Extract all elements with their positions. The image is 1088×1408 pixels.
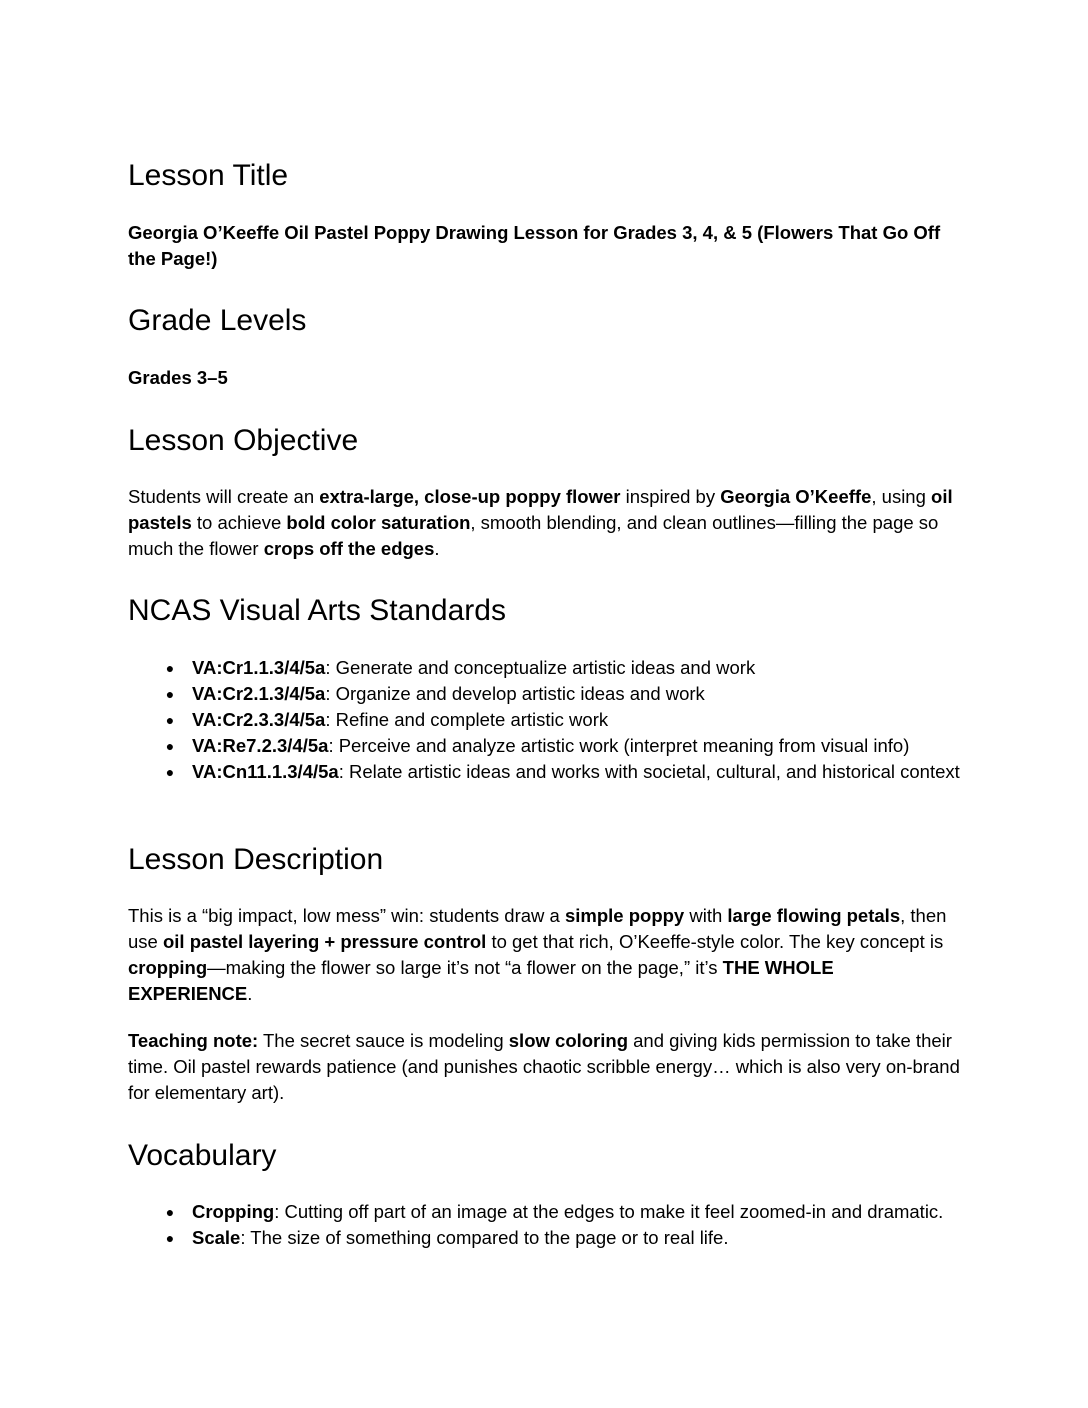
list-item bbox=[128, 655, 960, 681]
text-segment: with bbox=[684, 905, 728, 926]
list-item-term: Cropping bbox=[192, 1201, 275, 1222]
bold-text: large flowing petals bbox=[727, 905, 901, 926]
text-segment: . bbox=[247, 983, 253, 1004]
lesson-description-paragraph-1 bbox=[128, 903, 960, 1007]
list-item-text: : Perceive and analyze artistic work (interpret meaning from visual info) bbox=[328, 735, 910, 756]
vocabulary-heading: Vocabulary bbox=[128, 1139, 277, 1172]
teaching-note-paragraph bbox=[128, 1028, 960, 1106]
bold-text: simple poppy bbox=[564, 905, 685, 926]
bullet-icon: ● bbox=[165, 1204, 175, 1220]
list-item-text: : Generate and conceptualize artistic ideas and work bbox=[325, 657, 756, 678]
list-item-term: VA:Cr2.3.3/4/5a bbox=[192, 709, 326, 730]
bold-text: crops off the edges bbox=[263, 538, 435, 559]
bold-text: oil pastel layering + pressure control bbox=[162, 931, 487, 952]
grade-levels-text: Grades 3–5 bbox=[128, 367, 228, 388]
list-item-text: : The size of something compared to the page or to real life. bbox=[240, 1227, 729, 1248]
list-item-text: : Relate artistic ideas and works with societal, cultural, and historical context bbox=[338, 761, 960, 782]
bold-text: Georgia O’Keeffe bbox=[720, 486, 872, 507]
list-item bbox=[128, 1225, 960, 1251]
list-item bbox=[128, 681, 960, 707]
text-segment: , using bbox=[871, 486, 932, 507]
bold-text: THE WHOLE EXPERIENCE bbox=[128, 957, 834, 1004]
standards-list bbox=[128, 655, 960, 785]
text-segment: Students will create an bbox=[128, 486, 320, 507]
text-segment: and giving kids permission to take their time. Oil pastel rewards patience (and punishes chaotic scribble energy… which is also very on-brand for elementary art). bbox=[128, 1030, 960, 1103]
lesson-description-heading: Lesson Description bbox=[128, 843, 384, 876]
list-item-term: VA:Cr2.1.3/4/5a bbox=[192, 683, 326, 704]
bullet-icon: ● bbox=[165, 1230, 175, 1246]
list-item-text: : Organize and develop artistic ideas and work bbox=[325, 683, 705, 704]
text-segment: , smooth blending, and clean outlines—filling the page so much the flower bbox=[128, 512, 939, 559]
list-item-term: VA:Cn11.1.3/4/5a bbox=[192, 761, 339, 782]
text-segment: to achieve bbox=[191, 512, 287, 533]
list-item bbox=[128, 759, 960, 785]
lesson-title-heading: Lesson Title bbox=[128, 159, 289, 192]
text-segment: to get that rich, O’Keeffe-style color. The key concept is bbox=[486, 931, 944, 952]
text-segment: This is a “big impact, low mess” win: students draw a bbox=[128, 905, 565, 926]
list-item-term: VA:Cr1.1.3/4/5a bbox=[192, 657, 326, 678]
bold-text: Teaching note: bbox=[128, 1030, 259, 1051]
vocabulary-list bbox=[128, 1199, 960, 1251]
text-segment: inspired by bbox=[620, 486, 721, 507]
bold-text: oil pastels bbox=[128, 486, 953, 533]
bold-text: extra-large, close-up poppy flower bbox=[319, 486, 621, 507]
bold-text: cropping bbox=[128, 957, 208, 978]
lesson-objective-heading: Lesson Objective bbox=[128, 424, 359, 457]
lesson-objective-text bbox=[128, 484, 960, 562]
bold-text: bold color saturation bbox=[286, 512, 471, 533]
bullet-icon: ● bbox=[165, 712, 175, 728]
bullet-icon: ● bbox=[165, 738, 175, 754]
list-item bbox=[128, 707, 960, 733]
list-item bbox=[128, 733, 960, 759]
list-item-text: : Cutting off part of an image at the edges to make it feel zoomed-in and dramatic. bbox=[274, 1201, 944, 1222]
bold-text: slow coloring bbox=[508, 1030, 628, 1051]
text-segment: , then use bbox=[128, 905, 947, 952]
bullet-icon: ● bbox=[165, 660, 175, 676]
lesson-title-text: Georgia O’Keeffe Oil Pastel Poppy Drawing Lesson for Grades 3, 4, & 5 (Flowers That Go Off the Page!) bbox=[128, 222, 941, 269]
text-segment: . bbox=[434, 538, 440, 559]
text-segment: The secret sauce is modeling bbox=[258, 1030, 509, 1051]
list-item-text: : Refine and complete artistic work bbox=[325, 709, 609, 730]
standards-heading: NCAS Visual Arts Standards bbox=[128, 594, 506, 627]
bullet-icon: ● bbox=[165, 764, 175, 780]
bullet-icon: ● bbox=[165, 686, 175, 702]
list-item-term: VA:Re7.2.3/4/5a bbox=[192, 735, 329, 756]
list-item bbox=[128, 1199, 960, 1225]
grade-levels-heading: Grade Levels bbox=[128, 304, 307, 337]
text-segment: —making the flower so large it’s not “a flower on the page,” it’s bbox=[207, 957, 723, 978]
list-item-term: Scale bbox=[192, 1227, 241, 1248]
